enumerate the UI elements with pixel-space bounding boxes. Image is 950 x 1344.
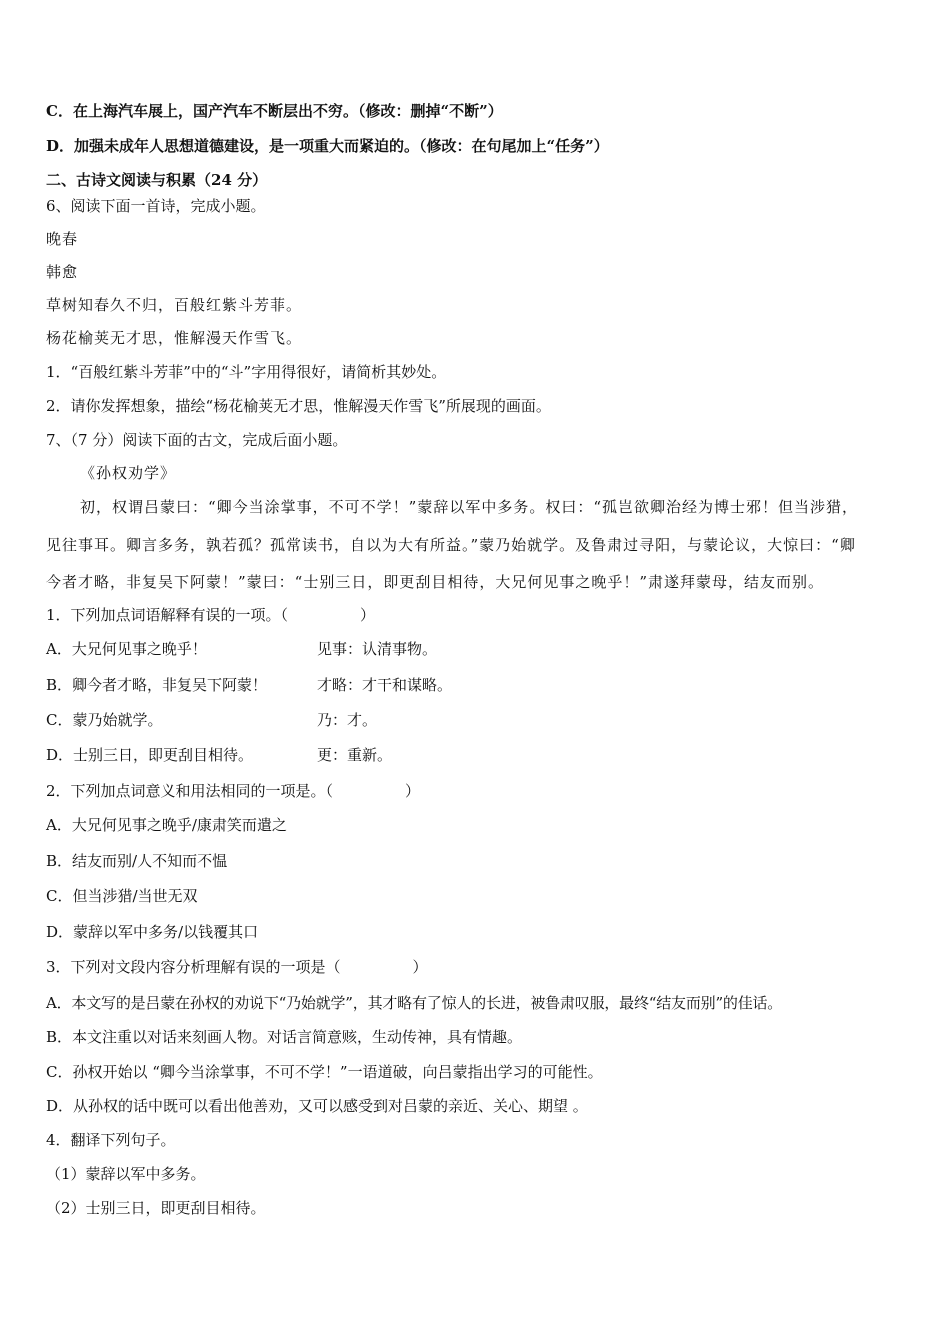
q7-1-option-b-def: 才略：才干和谋略。 bbox=[317, 676, 453, 694]
poem-line-1: 草树知春久不归，百般红紫斗芳菲。 bbox=[46, 296, 303, 314]
q7-3-stem-text: 3．下列对文段内容分析理解有误的一项是（ bbox=[46, 958, 341, 976]
poem-line-2: 杨花榆荚无才思，惟解漫天作雪飞。 bbox=[46, 329, 303, 347]
q7-prompt: 7、（7 分）阅读下面的古文，完成后面小题。 bbox=[46, 431, 348, 449]
q7-3-option-b: B．本文注重以对话来刻画人物。对话言简意赅，生动传神，具有情趣。 bbox=[46, 1028, 523, 1046]
q7-2-stem bbox=[46, 781, 420, 801]
q7-1-option-b: B．卿今者才略，非复吴下阿蒙！ bbox=[46, 676, 268, 694]
q7-2-stem-text: 2．下列加点词意义和用法相同的一项是。（ bbox=[46, 782, 334, 800]
q7-3-stem bbox=[46, 957, 428, 977]
q7-3-option-a: A．本文写的是吕蒙在孙权的劝说下“乃始就学”，其才略有了惊人的长进，被鲁肃叹服，最终“结友而别”的佳话。 bbox=[46, 994, 783, 1012]
poem-author: 韩愈 bbox=[46, 263, 79, 281]
q7-1-stem bbox=[46, 605, 375, 625]
q7-1-stem-close: ） bbox=[360, 606, 376, 624]
q7-1-option-d-def: 更：重新。 bbox=[317, 746, 393, 764]
q5-option-c: C．在上海汽车展上，国产汽车不断层出不穷。（修改：删掉“不断”） bbox=[46, 102, 503, 120]
q7-2-option-a: A．大兄何见事之晚乎/康肃笑而遣之 bbox=[46, 816, 287, 834]
q7-2-stem-close: ） bbox=[405, 782, 421, 800]
passage-title: 《孙权劝学》 bbox=[80, 464, 177, 482]
q7-4-sentence-1: （1）蒙辞以军中多务。 bbox=[46, 1165, 206, 1183]
q7-3-option-c: C．孙权开始以 “卿今当涂掌事，不可不学！”一语道破，向吕蒙指出学习的可能性。 bbox=[46, 1063, 603, 1081]
passage-line-2: 见往事耳。卿言多务，孰若孤？孤常读书，自以为大有所益。”蒙乃始就学。及鲁肃过寻阳，与蒙论议，大惊曰：“卿 bbox=[46, 536, 856, 554]
passage-line-1: 初，权谓吕蒙曰：“卿今当涂掌事，不可不学！”蒙辞以军中多务。权曰：“孤岂欲卿治经为博士邪！但当涉猎， bbox=[80, 498, 859, 516]
passage-line-3: 今者才略，非复吴下阿蒙！”蒙曰：“士别三日，即更刮目相待，大兄何见事之晚乎！”肃遂拜蒙母，结友而别。 bbox=[46, 573, 825, 591]
q7-4-stem: 4．翻译下列句子。 bbox=[46, 1131, 176, 1149]
q7-1-option-c: C．蒙乃始就学。 bbox=[46, 711, 163, 729]
section2-title: 二、古诗文阅读与积累（24 分） bbox=[46, 171, 268, 189]
q7-2-option-c: C．但当涉猎/当世无双 bbox=[46, 887, 198, 905]
q7-1-option-a: A．大兄何见事之晚乎！ bbox=[46, 640, 207, 658]
q7-1-option-a-def: 见事：认清事物。 bbox=[317, 640, 438, 658]
q7-1-option-d: D．士别三日，即更刮目相待。 bbox=[46, 746, 254, 764]
poem-title: 晚春 bbox=[46, 230, 79, 248]
q6-prompt: 6、阅读下面一首诗，完成小题。 bbox=[46, 197, 266, 215]
q7-2-option-d: D．蒙辞以军中多务/以钱覆其口 bbox=[46, 923, 259, 941]
q7-2-option-b: B．结友而别/人不知而不愠 bbox=[46, 852, 228, 870]
q6-sub-1: 1．“百般红紫斗芳菲”中的“斗”字用得很好，请简析其妙处。 bbox=[46, 363, 447, 381]
q7-3-stem-close: ） bbox=[412, 958, 428, 976]
q7-1-option-c-def: 乃：才。 bbox=[317, 711, 378, 729]
q7-3-option-d: D．从孙权的话中既可以看出他善劝，又可以感受到对吕蒙的亲近、关心、期望 。 bbox=[46, 1097, 588, 1115]
q7-4-sentence-2: （2）士别三日，即更刮目相待。 bbox=[46, 1199, 266, 1217]
q7-1-stem-text: 1．下列加点词语解释有误的一项。（ bbox=[46, 606, 289, 624]
q6-sub-2: 2．请你发挥想象，描绘“杨花榆荚无才思，惟解漫天作雪飞”所展现的画面。 bbox=[46, 397, 551, 415]
q5-option-d: D．加强未成年人思想道德建设，是一项重大而紧迫的。（修改：在句尾加上“任务”） bbox=[46, 137, 609, 155]
